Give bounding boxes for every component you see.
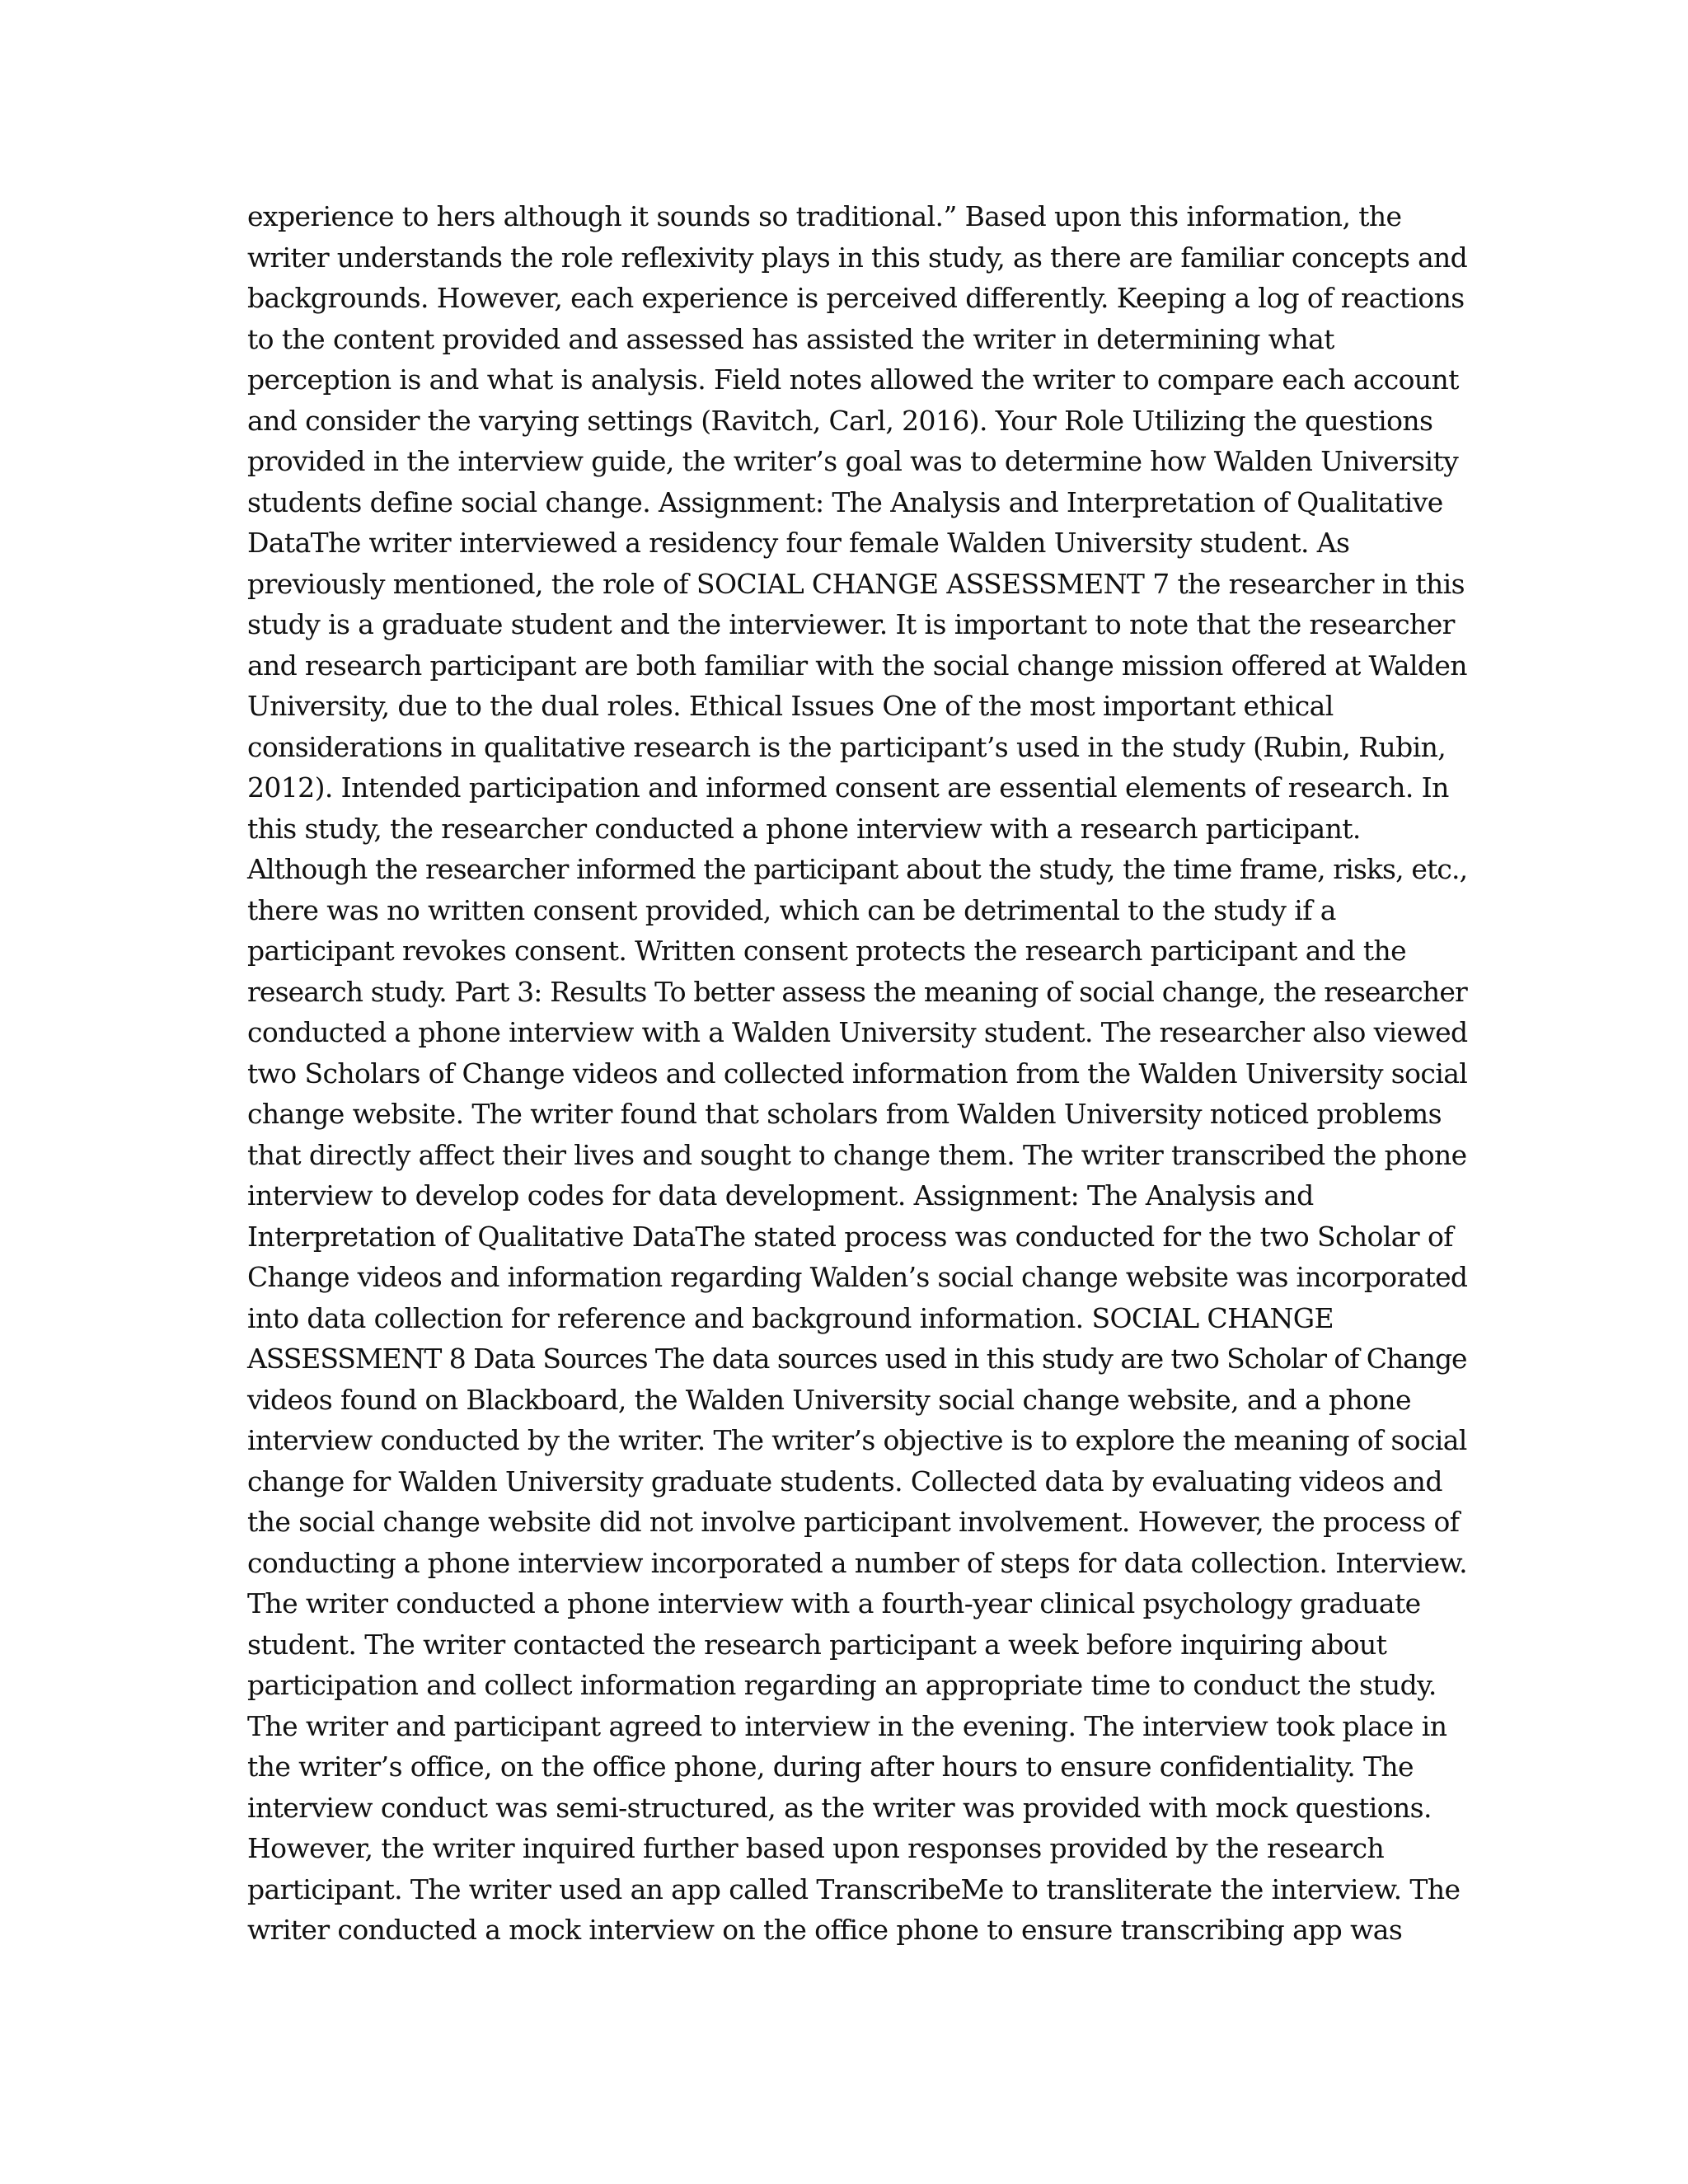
text-line: videos found on Blackboard, the Walden University social change website, and a phone	[247, 1383, 1411, 1416]
text-line: interview conduct was semi-structured, as the writer was provided with mock questions.	[247, 1791, 1432, 1824]
text-line: The writer conducted a phone interview with a fourth-year clinical psychology graduate	[247, 1587, 1421, 1619]
text-line: perception is and what is analysis. Field notes allowed the writer to compare each account	[247, 363, 1459, 396]
text-line: this study, the researcher conducted a phone interview with a research participant.	[247, 812, 1361, 845]
text-line: the social change website did not involve participant involvement. However, the process of	[247, 1506, 1460, 1538]
text-line: there was no written consent provided, which can be detrimental to the study if a	[247, 893, 1336, 926]
text-line: research study. Part 3: Results To better assess the meaning of social change, the researcher	[247, 975, 1467, 1008]
text-line: change for Walden University graduate students. Collected data by evaluating videos and	[247, 1465, 1442, 1497]
text-line: that directly affect their lives and sought to change them. The writer transcribed the phone	[247, 1138, 1467, 1171]
text-line: writer understands the role reflexivity plays in this study, as there are familiar concepts and	[247, 241, 1468, 274]
text-line: and consider the varying settings (Ravitch, Carl, 2016). Your Role Utilizing the questions	[247, 404, 1433, 437]
text-line: change website. The writer found that scholars from Walden University noticed problems	[247, 1098, 1442, 1130]
text-line: experience to hers although it sounds so traditional.” Based upon this information, the	[247, 200, 1402, 232]
text-line: participant revokes consent. Written consent protects the research participant and the	[247, 935, 1407, 967]
text-line: University, due to the dual roles. Ethical Issues One of the most important ethical	[247, 690, 1334, 722]
text-line: Interpretation of Qualitative DataThe stated process was conducted for the two Scholar of	[247, 1220, 1453, 1253]
text-line: writer conducted a mock interview on the office phone to ensure transcribing app was	[247, 1914, 1403, 1946]
text-line: Change videos and information regarding Walden’s social change website was incorporated	[247, 1261, 1468, 1293]
text-line: previously mentioned, the role of SOCIAL CHANGE ASSESSMENT 7 the researcher in this	[247, 567, 1465, 600]
text-line: conducting a phone interview incorporated a number of steps for data collection. Interview.	[247, 1546, 1467, 1579]
text-line: The writer and participant agreed to interview in the evening. The interview took place in	[247, 1709, 1447, 1742]
text-line: study is a graduate student and the interviewer. It is important to note that the researcher	[247, 608, 1455, 640]
text-line: provided in the interview guide, the writer’s goal was to determine how Walden University	[247, 445, 1459, 477]
text-line: to the content provided and assessed has assisted the writer in determining what	[247, 322, 1334, 355]
text-line: interview to develop codes for data development. Assignment: The Analysis and	[247, 1179, 1314, 1212]
body-text	[247, 196, 1467, 1951]
text-line: participation and collect information regarding an appropriate time to conduct the study.	[247, 1669, 1437, 1701]
text-line: 2012). Intended participation and informed consent are essential elements of research. In	[247, 771, 1449, 804]
text-line: conducted a phone interview with a Walden University student. The researcher also viewed	[247, 1016, 1468, 1048]
text-line: Although the researcher informed the participant about the study, the time frame, risks, etc.,	[247, 853, 1468, 885]
text-line: two Scholars of Change videos and collected information from the Walden University social	[247, 1057, 1468, 1090]
text-line: DataThe writer interviewed a residency four female Walden University student. As	[247, 527, 1350, 559]
text-line: interview conducted by the writer. The writer’s objective is to explore the meaning of social	[247, 1424, 1467, 1456]
text-line: backgrounds. However, each experience is perceived differently. Keeping a log of reactions	[247, 282, 1465, 314]
text-line: the writer’s office, on the office phone, during after hours to ensure confidentiality. The	[247, 1750, 1414, 1783]
text-line: However, the writer inquired further based upon responses provided by the research	[247, 1832, 1385, 1864]
text-line: student. The writer contacted the research participant a week before inquiring about	[247, 1628, 1387, 1661]
text-line: considerations in qualitative research is the participant’s used in the study (Rubin, Rubin,	[247, 730, 1447, 763]
text-line: participant. The writer used an app called TranscribeMe to transliterate the interview. The	[247, 1872, 1461, 1905]
text-line: into data collection for reference and background information. SOCIAL CHANGE	[247, 1301, 1334, 1334]
text-line: ASSESSMENT 8 Data Sources The data sources used in this study are two Scholar of Change	[247, 1343, 1467, 1375]
text-line: students define social change. Assignment: The Analysis and Interpretation of Qualitative	[247, 485, 1443, 518]
text-line: and research participant are both familiar with the social change mission offered at Walden	[247, 649, 1467, 682]
